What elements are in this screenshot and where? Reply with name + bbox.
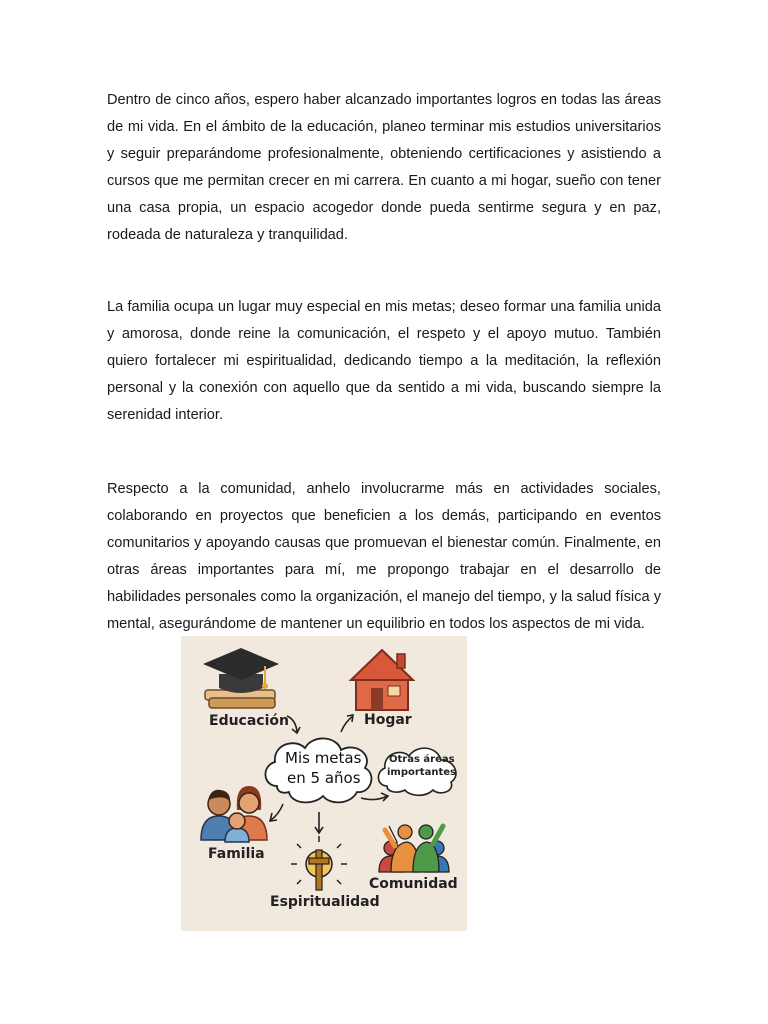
paragraph-2: La familia ocupa un lugar muy especial en mis metas; deseo formar una familia unida y amorosa, donde reine la comunicación, el respeto y el apoyo mutuo. También quiero fortalecer mi espiritualidad, dedicando tiempo a la meditación, la reflexión personal y la conexión con aquello que da sentido a mi vida, buscando siempre la serenidad interior. (107, 299, 661, 423)
label-hogar: Hogar (364, 712, 412, 728)
center-title-line2: en 5 años (287, 769, 361, 787)
label-educacion: Educación (209, 713, 289, 729)
paragraph-1: Dentro de cinco años, espero haber alcanzado importantes logros en todas las áreas de mi vida. En el ámbito de la educación, planeo terminar mis estudios universitarios y seguir preparándome profesionalmente, obteniendo certificaciones y asistiendo a cursos que me permitan crecer en mi carrera. En cuanto a mi hogar, sueño con tener una casa propia, un espacio acogedor donde pueda sentirme segura y en paz, rodeada de naturaleza y tranquilidad. (107, 92, 661, 243)
label-espiritualidad: Espiritualidad (270, 894, 380, 910)
center-title-line1: Mis metas (285, 749, 362, 767)
community-icon (379, 825, 449, 872)
label-otras-line1: Otras áreas (389, 754, 455, 765)
graduation-cap-icon (203, 648, 279, 708)
house-icon (351, 650, 413, 710)
label-comunidad: Comunidad (369, 876, 458, 892)
label-otras-line2: importantes (387, 767, 456, 778)
goals-illustration (181, 636, 467, 931)
paragraph-3: Respecto a la comunidad, anhelo involucrarme más en actividades sociales, colaborando en proyectos que beneficien a los demás, participando en eventos comunitarios y apoyando causas que promuevan el bienestar común. Finalmente, en otras áreas importantes para mí, me propongo trabajar en el desarrollo de habilidades personales como la organización, el manejo del tiempo, y la salud física y mental, asegurándome de mantener un equilibrio en todos los aspectos de mi vida. (107, 481, 661, 632)
spirituality-icon (291, 836, 347, 890)
label-familia: Familia (208, 846, 265, 862)
family-icon (201, 786, 267, 842)
